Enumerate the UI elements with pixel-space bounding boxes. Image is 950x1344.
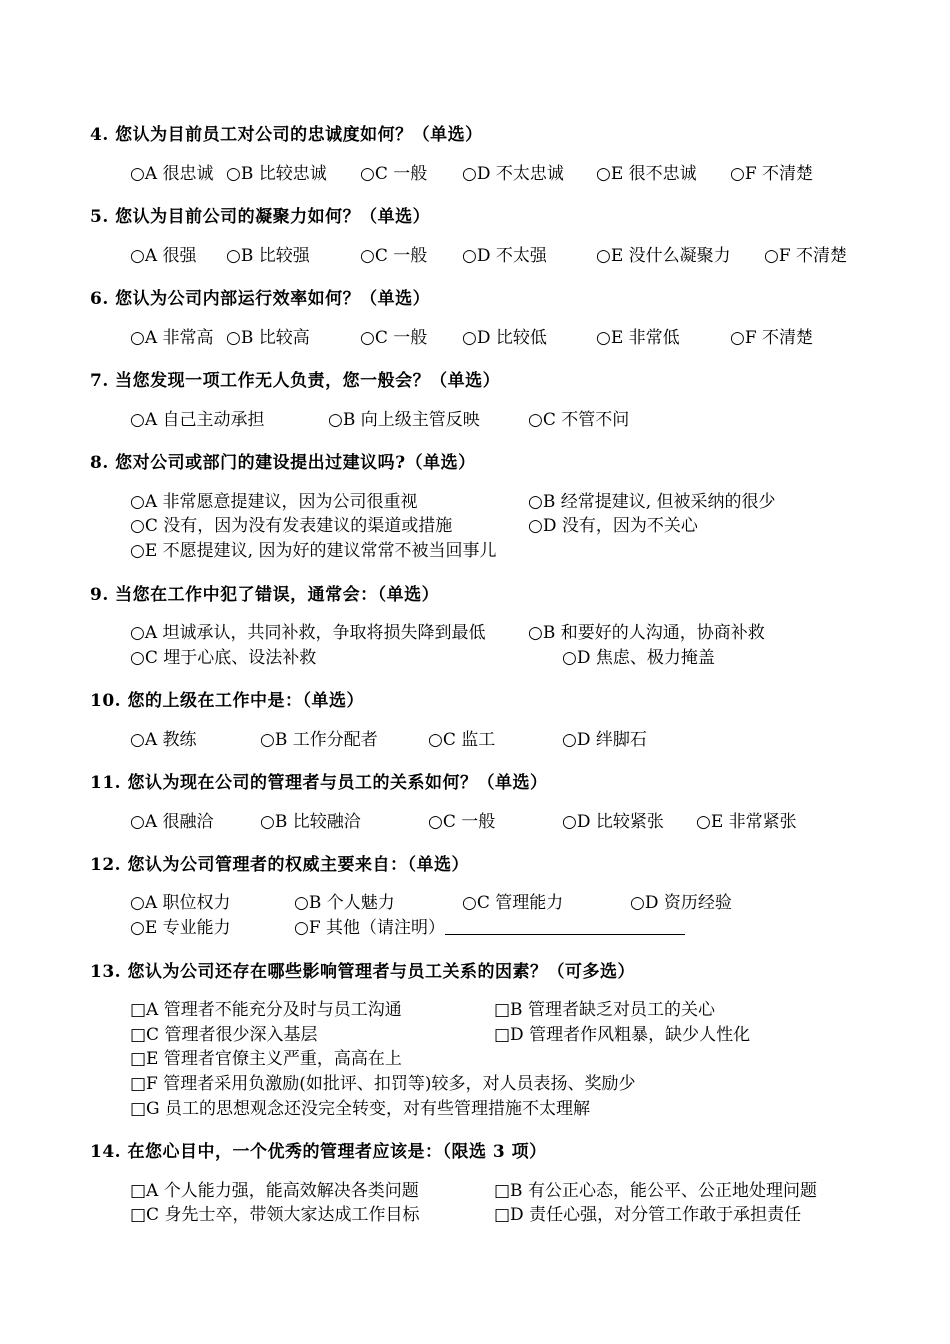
q10-option-c[interactable]: ○C 监工: [428, 730, 496, 750]
q5-option-d[interactable]: ○D 不太强: [462, 246, 547, 266]
q13-option-c[interactable]: □C 管理者很少深入基层: [130, 1025, 318, 1045]
q6-option-f[interactable]: ○F 不清楚: [730, 328, 814, 348]
q11-option-e[interactable]: ○E 非常紧张: [696, 812, 797, 832]
question-7-title: 7. 当您发现一项工作无人负责，您一般会？（单选）: [90, 371, 501, 391]
q6-option-d[interactable]: ○D 比较低: [462, 328, 547, 348]
q5-option-e[interactable]: ○E 没什么凝聚力: [596, 246, 731, 266]
q9-option-c[interactable]: ○C 埋于心底、设法补救: [130, 648, 317, 668]
q8-option-e[interactable]: ○E 不愿提建议, 因为好的建议常常不被当回事儿: [130, 541, 497, 561]
q4-option-c[interactable]: ○C 一般: [360, 164, 428, 184]
q6-option-e[interactable]: ○E 非常低: [596, 328, 680, 348]
q12-option-d[interactable]: ○D 资历经验: [630, 893, 732, 913]
q7-option-b[interactable]: ○B 向上级主管反映: [328, 410, 480, 430]
question-4-title: 4. 您认为目前员工对公司的忠诚度如何？（单选）: [90, 125, 483, 145]
q9-option-b[interactable]: ○B 和要好的人沟通，协商补救: [528, 623, 765, 643]
q13-option-b[interactable]: □B 管理者缺乏对员工的关心: [494, 1000, 715, 1020]
q7-option-a[interactable]: ○A 自己主动承担: [130, 410, 265, 430]
question-13-title: 13. 您认为公司还存在哪些影响管理者与员工关系的因素？（可多选）: [90, 962, 635, 982]
q13-option-g[interactable]: □G 员工的思想观念还没完全转变，对有些管理措施不太理解: [130, 1099, 591, 1119]
q8-option-c[interactable]: ○C 没有，因为没有发表建议的渠道或措施: [130, 516, 453, 536]
q12-option-c[interactable]: ○C 管理能力: [462, 893, 564, 913]
q11-option-c[interactable]: ○C 一般: [428, 812, 496, 832]
q8-option-b[interactable]: ○B 经常提建议, 但被采纳的很少: [528, 492, 776, 512]
q4-option-d[interactable]: ○D 不太忠诚: [462, 164, 564, 184]
q13-option-f[interactable]: □F 管理者采用负激励(如批评、扣罚等)较多，对人员表扬、奖励少: [130, 1074, 636, 1094]
q11-option-d[interactable]: ○D 比较紧张: [562, 812, 664, 832]
q4-option-a[interactable]: ○A 很忠诚: [130, 164, 214, 184]
question-10-title: 10. 您的上级在工作中是：（单选）: [90, 691, 364, 711]
q5-option-b[interactable]: ○B 比较强: [226, 246, 310, 266]
q4-option-f[interactable]: ○F 不清楚: [730, 164, 814, 184]
q12-option-f[interactable]: [294, 917, 685, 939]
q13-option-e[interactable]: □E 管理者官僚主义严重，高高在上: [130, 1049, 402, 1069]
q10-option-b[interactable]: ○B 工作分配者: [260, 730, 378, 750]
q12-option-a[interactable]: ○A 职位权力: [130, 893, 231, 913]
question-14-title: 14. 在您心目中，一个优秀的管理者应该是：（限选 3 项）: [90, 1142, 547, 1162]
q10-option-d[interactable]: ○D 绊脚石: [562, 730, 647, 750]
q9-option-d[interactable]: ○D 焦虑、极力掩盖: [562, 648, 715, 668]
question-11-title: 11. 您认为现在公司的管理者与员工的关系如何？（单选）: [90, 773, 548, 793]
q12-option-f-label: ○F 其他（请注明）: [294, 918, 446, 938]
q11-option-b[interactable]: ○B 比较融洽: [260, 812, 361, 832]
q13-option-a[interactable]: □A 管理者不能充分及时与员工沟通: [130, 1000, 402, 1020]
q6-option-b[interactable]: ○B 比较高: [226, 328, 310, 348]
q12-other-fill-line[interactable]: [445, 918, 685, 935]
q13-option-d[interactable]: □D 管理者作风粗暴，缺少人性化: [494, 1025, 751, 1045]
q12-option-b[interactable]: ○B 个人魅力: [294, 893, 395, 913]
q6-option-c[interactable]: ○C 一般: [360, 328, 428, 348]
q8-option-a[interactable]: ○A 非常愿意提建议，因为公司很重视: [130, 492, 418, 512]
q14-option-b[interactable]: □B 有公正心态，能公平、公正地处理问题: [494, 1181, 817, 1201]
q14-option-a[interactable]: □A 个人能力强，能高效解决各类问题: [130, 1181, 419, 1201]
q8-option-d[interactable]: ○D 没有，因为不关心: [528, 516, 698, 536]
q10-option-a[interactable]: ○A 教练: [130, 730, 197, 750]
q12-option-e[interactable]: ○E 专业能力: [130, 918, 231, 938]
q9-option-a[interactable]: ○A 坦诚承认，共同补救，争取将损失降到最低: [130, 623, 486, 643]
q11-option-a[interactable]: ○A 很融洽: [130, 812, 214, 832]
question-5-title: 5. 您认为目前公司的凝聚力如何？（单选）: [90, 207, 431, 227]
q4-option-b[interactable]: ○B 比较忠诚: [226, 164, 327, 184]
q7-option-c[interactable]: ○C 不管不问: [528, 410, 630, 430]
q14-option-c[interactable]: □C 身先士卒，带领大家达成工作目标: [130, 1205, 420, 1225]
q5-option-c[interactable]: ○C 一般: [360, 246, 428, 266]
question-9-title: 9. 当您在工作中犯了错误，通常会：（单选）: [90, 585, 440, 605]
question-6-title: 6. 您认为公司内部运行效率如何？（单选）: [90, 289, 431, 309]
q6-option-a[interactable]: ○A 非常高: [130, 328, 214, 348]
q5-option-a[interactable]: ○A 很强: [130, 246, 197, 266]
question-8-title: 8. 您对公司或部门的建设提出过建议吗?（单选）: [90, 453, 476, 473]
q14-option-d[interactable]: □D 责任心强，对分管工作敢于承担责任: [494, 1205, 802, 1225]
question-12-title: 12. 您认为公司管理者的权威主要来自：（单选）: [90, 855, 469, 875]
q4-option-e[interactable]: ○E 很不忠诚: [596, 164, 697, 184]
q5-option-f[interactable]: ○F 不清楚: [764, 246, 848, 266]
